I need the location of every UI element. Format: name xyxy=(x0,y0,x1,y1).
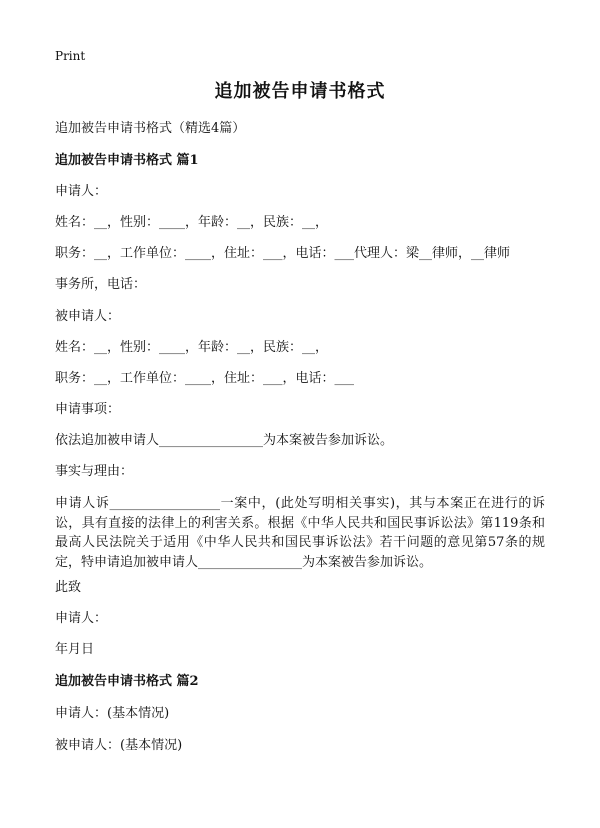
facts-paragraph: 申请人诉_________________一案中，(此处写明相关事实)，其与本案正在进行的诉讼，具有直接的法律上的利害关系。根据《中华人民共和国民事诉讼法》第119条和最高人民法院关于适用《中华人民共和国民事诉讼法》若干问题的意见第57条的规定，特申请追加被申请人________________为本案被告参加诉讼。 xyxy=(55,496,545,570)
applicant-info-line-3: 事务所，电话： xyxy=(55,277,147,292)
print-label[interactable]: Print xyxy=(55,49,86,63)
applicant-info-line-1: 姓名：__，性别：____，年龄：__，民族：__， xyxy=(55,215,329,230)
section-2-heading: 追加被告申请书格式 篇2 xyxy=(55,674,199,689)
document-title: 追加被告申请书格式 xyxy=(214,81,386,102)
section-2-applicant: 申请人：(基本情况) xyxy=(55,706,170,721)
applicant-info-line-2: 职务：__，工作单位：____，住址：___，电话：___代理人：梁__律师，__律师 xyxy=(55,246,511,261)
respondent-info-line-2: 职务：__，工作单位：____，住址：___，电话：___ xyxy=(55,371,355,386)
respondent-label: 被申请人： xyxy=(55,309,121,324)
section-1-heading: 追加被告申请书格式 篇1 xyxy=(55,153,199,168)
respondent-info-line-1: 姓名：__，性别：____，年龄：__，民族：__， xyxy=(55,340,329,355)
matters-label: 申请事项： xyxy=(55,402,121,417)
matters-text: 依法追加被申请人________________为本案被告参加诉讼。 xyxy=(55,433,394,448)
facts-label: 事实与理由： xyxy=(55,464,134,479)
applicant-label: 申请人： xyxy=(55,184,108,199)
sign-applicant-label: 申请人： xyxy=(55,611,108,626)
section-2-respondent: 被申请人：(基本情况) xyxy=(55,738,183,753)
date-label: 年月日 xyxy=(55,642,95,657)
document-subtitle: 追加被告申请书格式（精选4篇） xyxy=(55,121,246,136)
closing-text: 此致 xyxy=(55,580,82,595)
